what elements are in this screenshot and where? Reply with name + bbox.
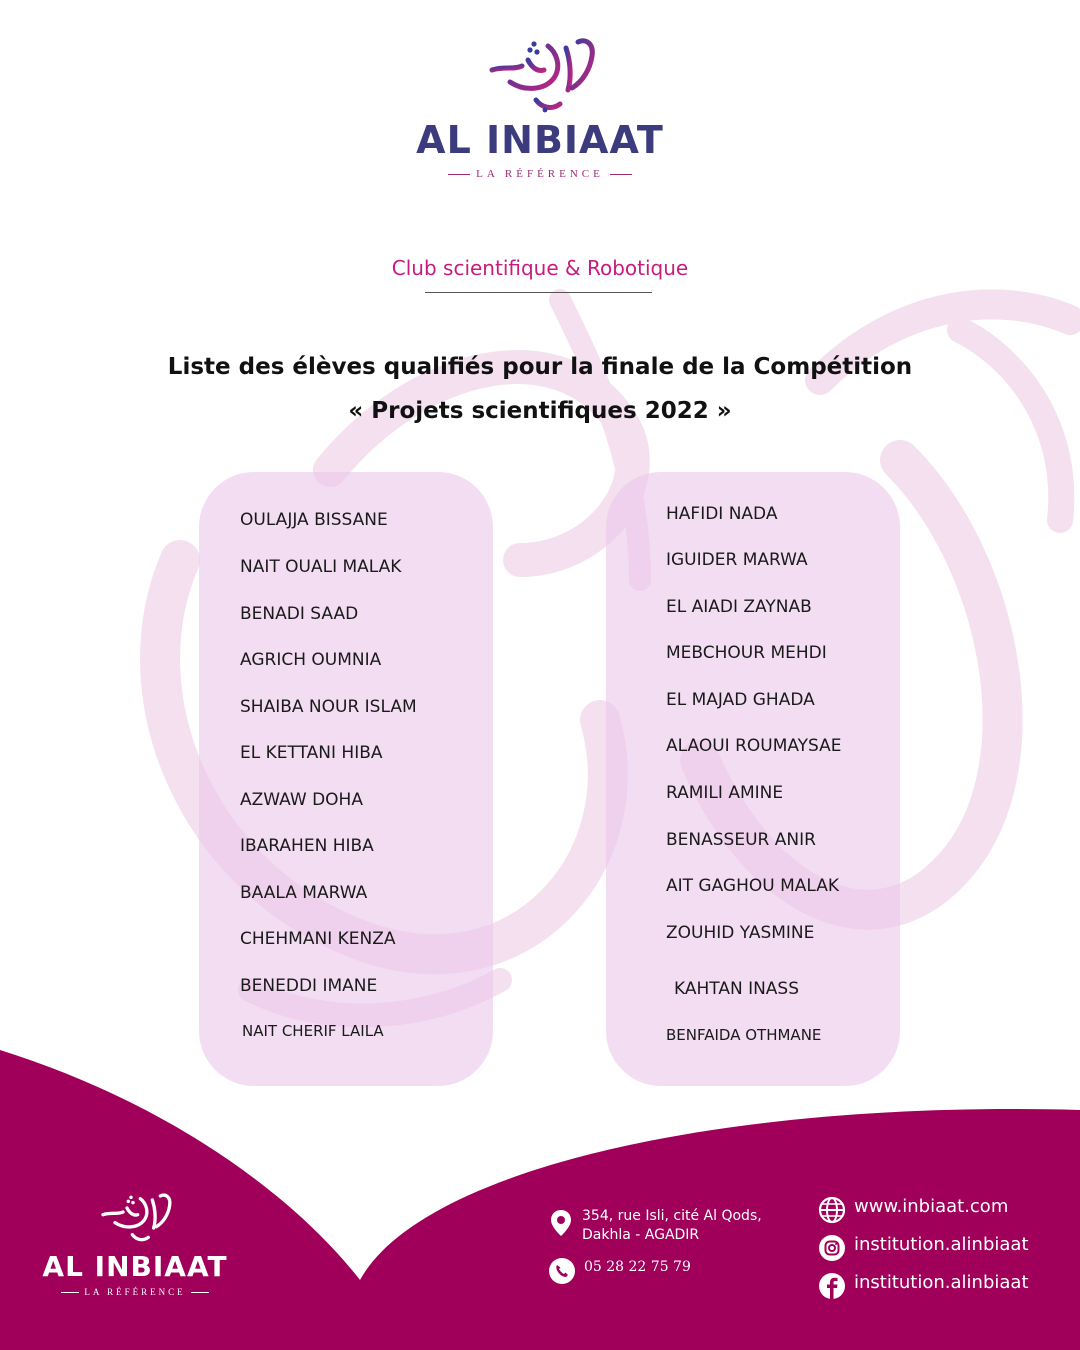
instagram-handle[interactable]: institution.alinbiaat [854,1234,1029,1255]
list-item: IBARAHEN HIBA [240,836,374,856]
phone-number: 05 28 22 75 79 [584,1259,691,1275]
location-pin-icon [550,1209,572,1237]
website-link[interactable]: www.inbiaat.com [854,1196,1009,1217]
title-line-1: Liste des élèves qualifiés pour la finale de la Compétition [167,354,913,380]
arabic-calligraphy-logo [470,30,610,120]
list-item: HAFIDI NADA [666,504,778,524]
club-heading: Club scientifique & Robotique [391,256,689,280]
footer-logo [40,1188,230,1297]
list-item: SHAIBA NOUR ISLAM [240,697,417,717]
list-item: BENASSEUR ANIR [666,830,816,850]
globe-icon [818,1196,846,1224]
list-item: EL AIADI ZAYNAB [666,597,812,617]
list-item: RAMILI AMINE [666,783,784,803]
list-item: BENADI SAAD [240,604,359,624]
list-item: AGRICH OUMNIA [240,650,382,670]
list-item: BENFAIDA OTHMANE [666,1026,822,1044]
list-item: IGUIDER MARWA [666,550,808,570]
instagram-icon [818,1234,846,1262]
address-line-2: Dakhla - AGADIR [582,1227,700,1243]
footer-brand-tagline: LA RÉFÉRENCE [40,1287,230,1297]
list-item: BAALA MARWA [240,883,368,903]
list-item: AZWAW DOHA [240,790,363,810]
club-divider [425,292,652,293]
list-item: OULAJJA BISSANE [240,510,388,530]
header-logo [0,30,1080,180]
list-item: BENEDDI IMANE [240,976,378,996]
list-item: AIT GAGHOU MALAK [666,876,840,896]
title-line-2: « Projets scientifiques 2022 » [348,398,732,424]
list-item: EL MAJAD GHADA [666,690,815,710]
list-item: MEBCHOUR MEHDI [666,643,827,663]
brand-tagline: LA RÉFÉRENCE [0,168,1080,180]
list-item: ZOUHID YASMINE [666,923,815,943]
list-item: ALAOUI ROUMAYSAE [666,736,842,756]
list-item: KAHTAN INASS [674,979,800,999]
footer-brand-name: AL INBIAAT [42,1250,228,1283]
list-item: EL KETTANI HIBA [240,743,383,763]
list-item: CHEHMANI KENZA [240,929,396,949]
arabic-calligraphy-logo [85,1188,185,1248]
phone-icon [548,1257,576,1285]
list-item: NAIT CHERIF LAILA [242,1022,384,1040]
facebook-handle[interactable]: institution.alinbiaat [854,1272,1029,1293]
address-line-1: 354, rue Isli, cité Al Qods, [582,1208,762,1224]
page-title [0,345,1080,433]
list-item: NAIT OUALI MALAK [240,557,402,577]
brand-name: AL INBIAAT [416,118,664,162]
facebook-icon [818,1272,846,1300]
